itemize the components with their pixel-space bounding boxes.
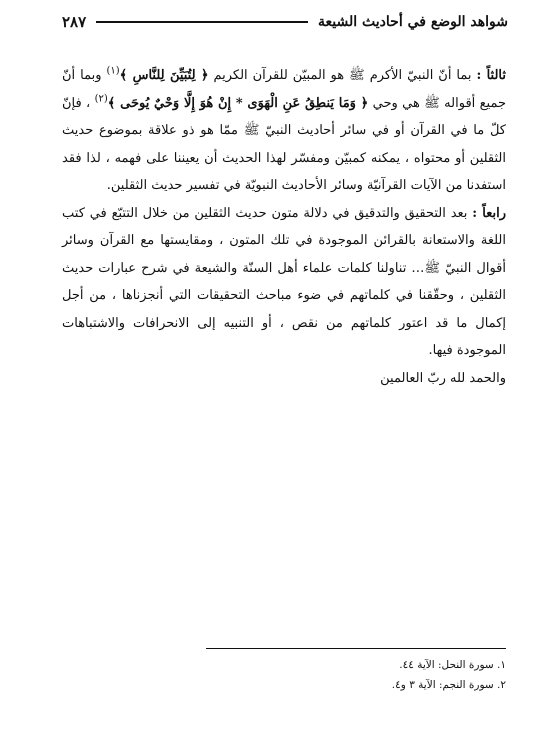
paragraph-text: وبما أنّ جميع أقواله ﷺ هي وحي [62, 68, 506, 111]
page-header [62, 10, 508, 34]
paragraph-text: ، فإنّ كلّ ما في القرآن أو في سائر أحاديث النبيّ ﷺ ممّا هو ذو علاقة بموضوع حديث الثقلين أو محتواه ، يمكنه كمبيّن ومفسّر لهذا الحديث أن يعيننا على فهمه ، لذا فقد استفدنا من الآيات القرآنيّة وسائر الأحاديث النبويّة في تفسير حديث الثقلين. [62, 95, 506, 193]
footnote-2: ٢. سورة النجم: الآية ٣ و٤. [391, 679, 506, 691]
page-number: ٢٨٧ [62, 13, 87, 31]
quran-quote: ﴿ لِتُبَيِّنَ لِلنَّاسِ ﴾ [119, 68, 209, 83]
footnote-rule [206, 648, 506, 649]
quran-quote: ﴿ وَمَا يَنطِقُ عَنِ الْهَوَى * إِنْ هُوَ إِلَّا وَحْيٌ يُوحَى ﴾ [107, 95, 369, 111]
paragraph-lead: رابعاً : [472, 205, 506, 221]
paragraph-third [62, 62, 506, 200]
header-rule [96, 21, 308, 23]
body-text [62, 62, 506, 392]
footnote-ref[interactable]: (١) [106, 65, 120, 77]
paragraph-lead: ثالثاً : [476, 68, 507, 83]
footnote-ref[interactable]: (٢) [94, 93, 108, 105]
footnotes [206, 648, 506, 695]
paragraph-text: بما أنّ النبيّ الأكرم ﷺ هو المبيّن للقرآن الكريم [208, 68, 477, 83]
paragraph-text: بعد التحقيق والتدقيق في دلالة متون حديث الثقلين من خلال التتبّع في كتب اللغة والاستعانة بالقرائن الموجودة في تلك المتون ، ومقايستها مع القرآن وسائر أقوال النبيّ ﷺ… تناولنا كلمات علماء أهل السنّة والشيعة في شرح عبارات حديث الثقلين ، وحقّقنا في كلماتهم في ضوء مباحث التحقيقات التي أنجزناها ، من أجل إكمال ما قد اعتور كلماتهم من نقص ، أو التنبيه إلى الانحرافات والاشتباهات الموجودة فيها. [62, 205, 506, 358]
paragraph-fourth [62, 200, 506, 365]
footnote-1: ١. سورة النحل: الآية ٤٤. [399, 659, 506, 671]
closing-line: والحمد لله ربّ العالمين [380, 370, 506, 386]
running-title: شواهد الوضع في أحاديث الشيعة [318, 14, 508, 30]
